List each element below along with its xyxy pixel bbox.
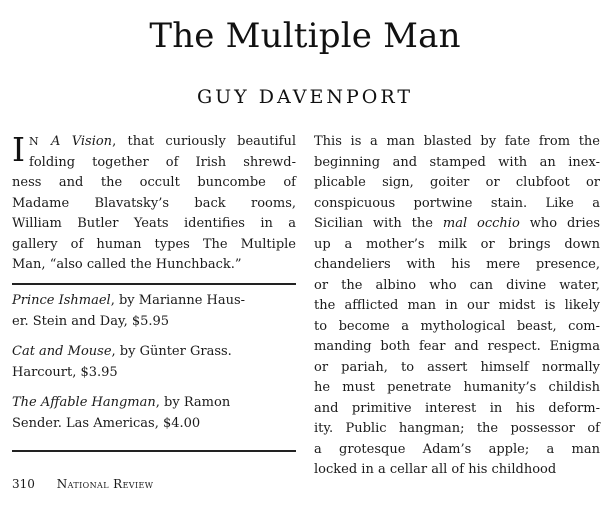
- body-line: beginning and stamped with an inex-: [314, 154, 600, 170]
- intro-line: Man, “also called the Hunchback.”: [12, 257, 242, 272]
- intro-column: [12, 132, 296, 276]
- body-line: Sicilian with the mal occhio who dries: [314, 216, 600, 231]
- book-title: The Affable Hangman: [12, 395, 156, 410]
- body-line: plicable sign, goiter or clubfoot or: [314, 175, 600, 190]
- body-column: [314, 132, 600, 481]
- book-entry-line: Harcourt, $3.95: [12, 364, 118, 380]
- page-footer: [12, 476, 312, 492]
- body-line: locked in a cellar all of his childhood: [314, 462, 557, 477]
- body-line: to become a mythological beast, com-: [314, 318, 600, 334]
- body-line: chandeliers with his mere presence,: [314, 257, 600, 272]
- divider-bottom: [12, 450, 296, 452]
- intro-line: William Butler Yeats identifies in a: [12, 216, 296, 231]
- body-line: or the albino who can divine water,: [314, 277, 600, 293]
- book-entry: [12, 393, 296, 434]
- intro-line: N A Vision, that curiously beautiful: [29, 134, 296, 149]
- book-entry-line: Sender. Las Americas, $4.00: [12, 415, 201, 431]
- drop-cap: I: [12, 130, 26, 169]
- body-line: manding both fear and respect. Enigma: [314, 339, 600, 354]
- article-title: The Multiple Man: [149, 16, 461, 56]
- body-line: he must penetrate humanity’s childish: [314, 380, 600, 395]
- intro-line: gallery of human types The Multiple: [12, 236, 296, 252]
- book-title: Prince Ishmael: [12, 293, 111, 308]
- book-list: [12, 291, 296, 444]
- author-byline: GUY DAVENPORT: [196, 86, 413, 108]
- magazine-name: National Review: [56, 477, 154, 491]
- book-entry: [12, 291, 296, 332]
- intro-line-text: A Vision, that curiously beautiful: [51, 134, 296, 149]
- body-line: a grotesque Adam’s apple; a man: [314, 441, 600, 457]
- book-entry-line: The Affable Hangman, by Ramon: [12, 395, 231, 410]
- book-entry-line: Cat and Mouse, by Günter Grass.: [12, 344, 232, 359]
- body-line: the afflicted man in our midst is likely: [314, 298, 600, 313]
- intro-line: folding together of Irish shrewd-: [29, 154, 296, 170]
- book-title: Cat and Mouse: [12, 344, 112, 359]
- book-entry-line: er. Stein and Day, $5.95: [12, 313, 170, 329]
- body-paragraph: [314, 132, 600, 481]
- body-line: or pariah, to assert himself normally: [314, 359, 600, 375]
- intro-line: ness and the occult buncombe of: [12, 175, 296, 190]
- intro-line: Madame Blavatsky’s back rooms,: [12, 195, 296, 211]
- book-entry-line: Prince Ishmael, by Marianne Haus-: [12, 293, 246, 308]
- page-number: 310: [12, 477, 35, 491]
- body-line: ity. Public hangman; the possessor of: [314, 421, 600, 436]
- foreign-phrase: mal occhio: [442, 216, 520, 231]
- book-reference: A Vision: [51, 134, 113, 149]
- body-line: This is a man blasted by fate from the: [314, 134, 600, 149]
- body-line: and primitive interest in his deform-: [314, 400, 600, 416]
- intro-paragraph: [12, 132, 296, 276]
- book-entry: [12, 342, 296, 383]
- divider-top: [12, 283, 296, 285]
- body-line: up a mother’s milk or brings down: [314, 236, 600, 252]
- body-line: conspicuous portwine stain. Like a: [314, 195, 600, 211]
